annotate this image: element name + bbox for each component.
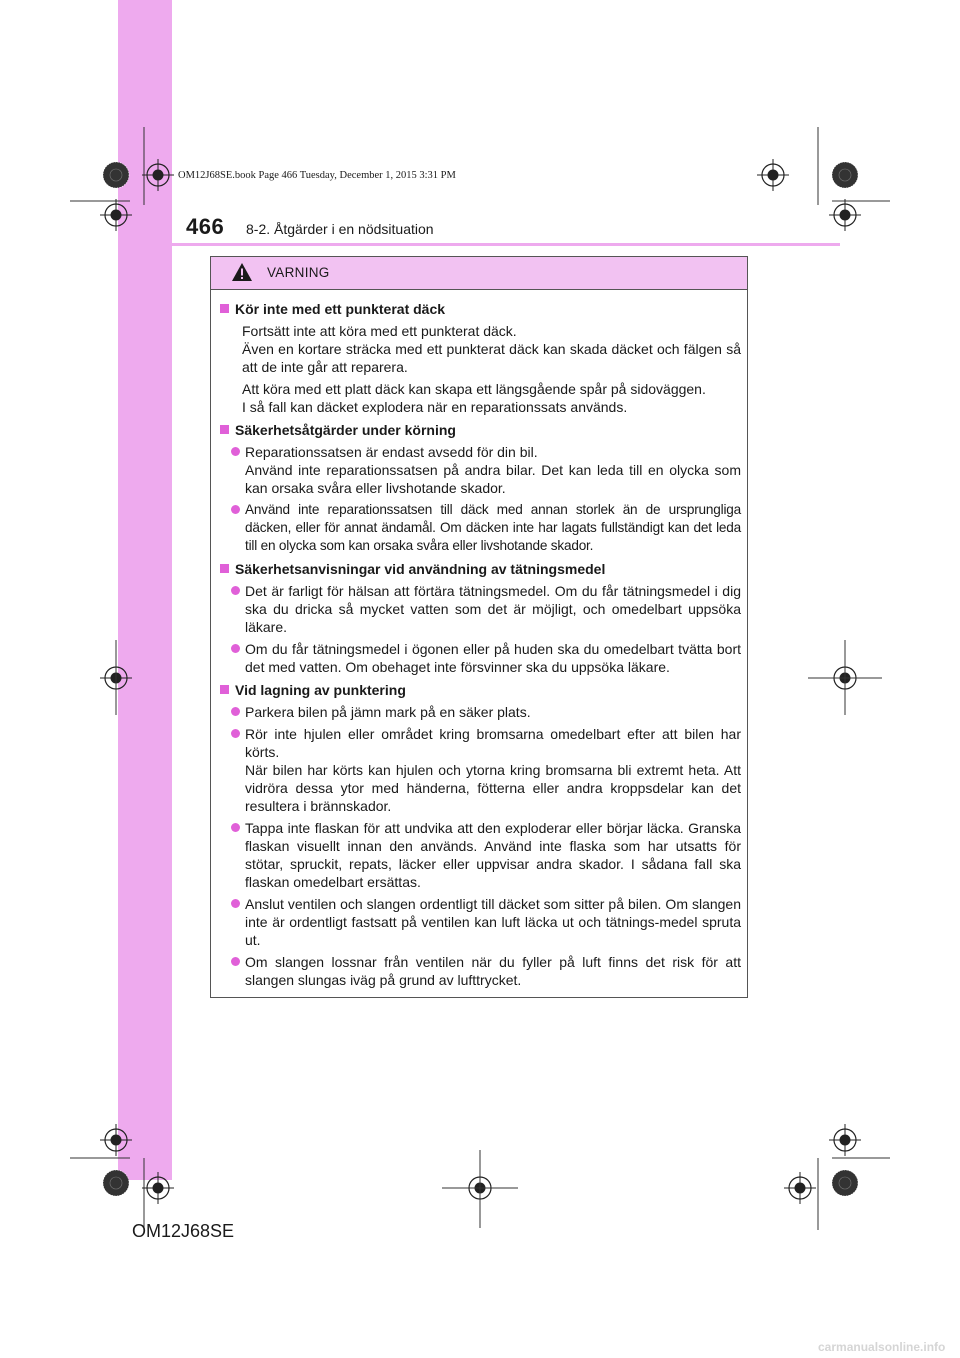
round-bullet-icon [231, 447, 240, 456]
list-item: Det är farligt för hälsan att förtära tätningsmedel. Om du får tätningsmedel i dig ska du dricka så mycket vatten som det är möjligt, och omedelbart uppsöka läkare. [231, 582, 741, 636]
list-item: Om slangen lossnar från ventilen när du fyller på luft finns det risk för att slangen slungas iväg på grund av lufttrycket. [231, 953, 741, 989]
watermark-site: carmanualsonline.info [818, 1340, 946, 1354]
section-repair [220, 681, 741, 989]
document-code: OM12J68SE [132, 1221, 235, 1241]
list-item: Rör inte hjulen eller området kring bromsarna omedelbart efter att bilen har körts. När bilen har körts kan hjulen och ytorna kring bromsarna bli extremt heta. Att vidröra dessa ytor med händerna, fötterna eller andra kroppsdelar kan det resultera i brännskador. [231, 725, 741, 815]
list-item: Använd inte reparationssatsen till däck med annan storlek än de ursprungliga däcken, eller för annat ändamål. Om däcken inte har lagats fullständigt kan det leda till en olycka som kan orsaka svåra eller livshotande skador. [231, 501, 741, 555]
warning-box [210, 256, 748, 998]
list-item: Anslut ventilen och slangen ordentligt till däcket som sitter på bilen. Om slangen inte är ordentligt fastsatt på ventilen kan luft läcka ut och tätnings-medel spruta ut. [231, 895, 741, 949]
round-bullet-icon [231, 823, 240, 832]
square-bullet-icon [220, 564, 229, 573]
list-item: Tappa inte flaskan för att undvika att den exploderar eller börjar läcka. Granska flaskan visuellt innan den används. Använd inte flaska som har utsatts för stötar, spruckit, repats, läcker eller uppvisar andra skador. I sådana fall ska flaskan omedelbart ersättas. [231, 819, 741, 891]
book-stamp: OM12J68SE.book Page 466 Tuesday, December 1, 2015 3:31 PM [178, 170, 456, 181]
round-bullet-icon [231, 505, 240, 514]
list-item: Parkera bilen på jämn mark på en säker plats. [231, 703, 741, 721]
round-bullet-icon [231, 957, 240, 966]
section-title: 8-2. Åtgärder i en nödsituation [246, 221, 434, 237]
warning-body [211, 290, 747, 989]
warning-triangle-icon [231, 262, 253, 282]
round-bullet-icon [231, 586, 240, 595]
header-rule [118, 243, 840, 246]
square-bullet-icon [220, 685, 229, 694]
square-bullet-icon [220, 304, 229, 313]
round-bullet-icon [231, 707, 240, 716]
section-heading: Säkerhetsanvisningar vid användning av tätningsmedel [220, 560, 741, 578]
section-heading: Vid lagning av punktering [220, 681, 741, 699]
section-sealant-safety [220, 560, 741, 676]
section-heading: Kör inte med ett punkterat däck [220, 300, 741, 318]
side-tab-band [118, 0, 172, 1180]
section-heading: Säkerhetsåtgärder under körning [220, 421, 741, 439]
warning-label: VARNING [267, 265, 330, 280]
section-flat-tire [220, 300, 741, 416]
square-bullet-icon [220, 425, 229, 434]
section-driving-safety [220, 421, 741, 555]
list-item: Om du får tätningsmedel i ögonen eller på huden ska du omedelbart tvätta bort det med vatten. Om obehaget inte försvinner ska du uppsöka läkare. [231, 640, 741, 676]
round-bullet-icon [231, 899, 240, 908]
list-item: Reparationssatsen är endast avsedd för din bil. Använd inte reparationssatsen på andra bilar. Det kan leda till en olycka som kan orsaka svåra eller livshotande skador. [231, 443, 741, 497]
paragraph: Fortsätt inte att köra med ett punkterat däck. Även en kortare sträcka med ett punkterat däck kan skada däcket och fälgen så att de inte går att reparera. [242, 323, 741, 375]
round-bullet-icon [231, 729, 240, 738]
page-number: 466 [186, 214, 225, 239]
round-bullet-icon [231, 644, 240, 653]
warning-header [211, 257, 747, 290]
paragraph: Att köra med ett platt däck kan skapa ett längsgående spår på sidoväggen. I så fall kan däcket explodera när en reparationssats används. [242, 381, 706, 415]
